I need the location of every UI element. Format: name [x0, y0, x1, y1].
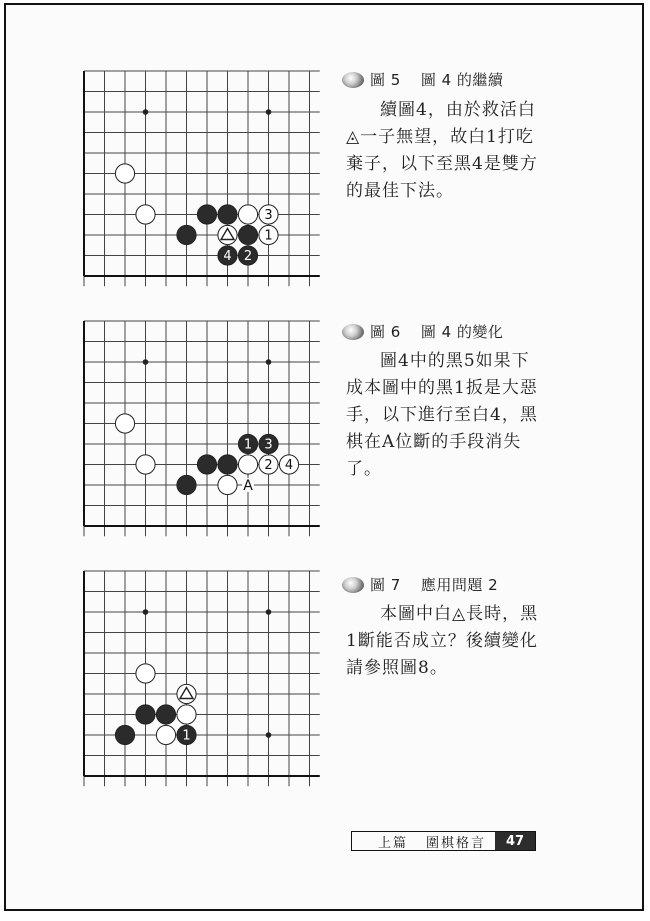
figure-title: 應用問題 2	[420, 576, 499, 594]
page-number: 47	[495, 832, 535, 850]
go-board-svg	[80, 567, 322, 793]
black-stone	[197, 455, 216, 474]
star-point	[266, 609, 272, 615]
go-board-figure-6	[80, 317, 322, 543]
paragraph: 續圖4，由於救活白◬一子無望，故白1打吃棄子，以下至黑4是雙方的最佳下法。	[346, 100, 538, 201]
stone-number: 3	[264, 437, 273, 453]
footer-part: 上篇	[378, 835, 409, 851]
go-board-figure-5	[80, 67, 322, 293]
stone-number: 3	[264, 208, 273, 224]
sphere-bullet-icon	[342, 577, 364, 593]
star-point	[143, 109, 149, 115]
white-stone	[218, 475, 237, 494]
star-point	[143, 609, 149, 615]
white-stone	[156, 725, 175, 744]
footer-book-title: 圍棋格言	[426, 835, 487, 851]
white-stone	[136, 455, 155, 474]
paragraph: 本圖中白◬長時，黑1斷能否成立？後續變化請參照圖8。	[346, 604, 539, 678]
black-stone	[238, 225, 257, 244]
star-point	[266, 109, 272, 115]
black-stone	[156, 705, 175, 724]
figure-7-text	[346, 601, 546, 682]
white-stone	[115, 164, 134, 183]
figure-6-caption	[342, 321, 503, 342]
book-page	[4, 3, 644, 911]
black-stone	[115, 725, 134, 744]
go-board-figure-7	[80, 567, 322, 793]
white-stone	[136, 205, 155, 224]
star-point	[143, 359, 149, 365]
figure-5-caption	[342, 69, 503, 90]
point-label: A	[243, 478, 253, 494]
figure-title: 圖 4 的繼續	[420, 71, 504, 89]
black-stone	[197, 205, 216, 224]
stone-number: 1	[182, 728, 191, 744]
white-stone	[115, 414, 134, 433]
star-point	[266, 732, 272, 738]
go-board-svg	[80, 317, 322, 543]
figure-5-text	[346, 97, 546, 205]
figure-number: 圖 6	[370, 323, 401, 341]
sphere-bullet-icon	[342, 72, 364, 88]
black-stone	[177, 475, 196, 494]
sphere-bullet-icon	[342, 324, 364, 340]
figure-number: 圖 5	[370, 71, 401, 89]
paragraph: 圖4中的黑5如果下成本圖中的黑1扳是大惡手，以下進行至白4，黑棋在A位斷的手段消失了。	[346, 351, 538, 479]
stone-number: 4	[284, 458, 294, 474]
black-stone	[177, 225, 196, 244]
page-footer	[351, 831, 536, 851]
figure-6-text	[346, 348, 546, 483]
figure-number: 圖 7	[370, 576, 401, 594]
star-point	[266, 359, 272, 365]
black-stone	[218, 455, 237, 474]
black-stone	[136, 705, 155, 724]
stone-number: 4	[223, 249, 232, 265]
white-stone	[238, 455, 257, 474]
stone-number: 1	[243, 437, 253, 453]
black-stone	[218, 205, 237, 224]
stone-number: 1	[264, 228, 273, 244]
figure-title: 圖 4 的變化	[420, 323, 504, 341]
white-stone	[136, 664, 155, 683]
stone-number: 2	[243, 249, 253, 265]
stone-number: 2	[264, 458, 273, 474]
white-stone	[177, 705, 196, 724]
figure-7-caption	[342, 574, 498, 595]
white-stone	[238, 205, 257, 224]
go-board-svg	[80, 67, 322, 293]
